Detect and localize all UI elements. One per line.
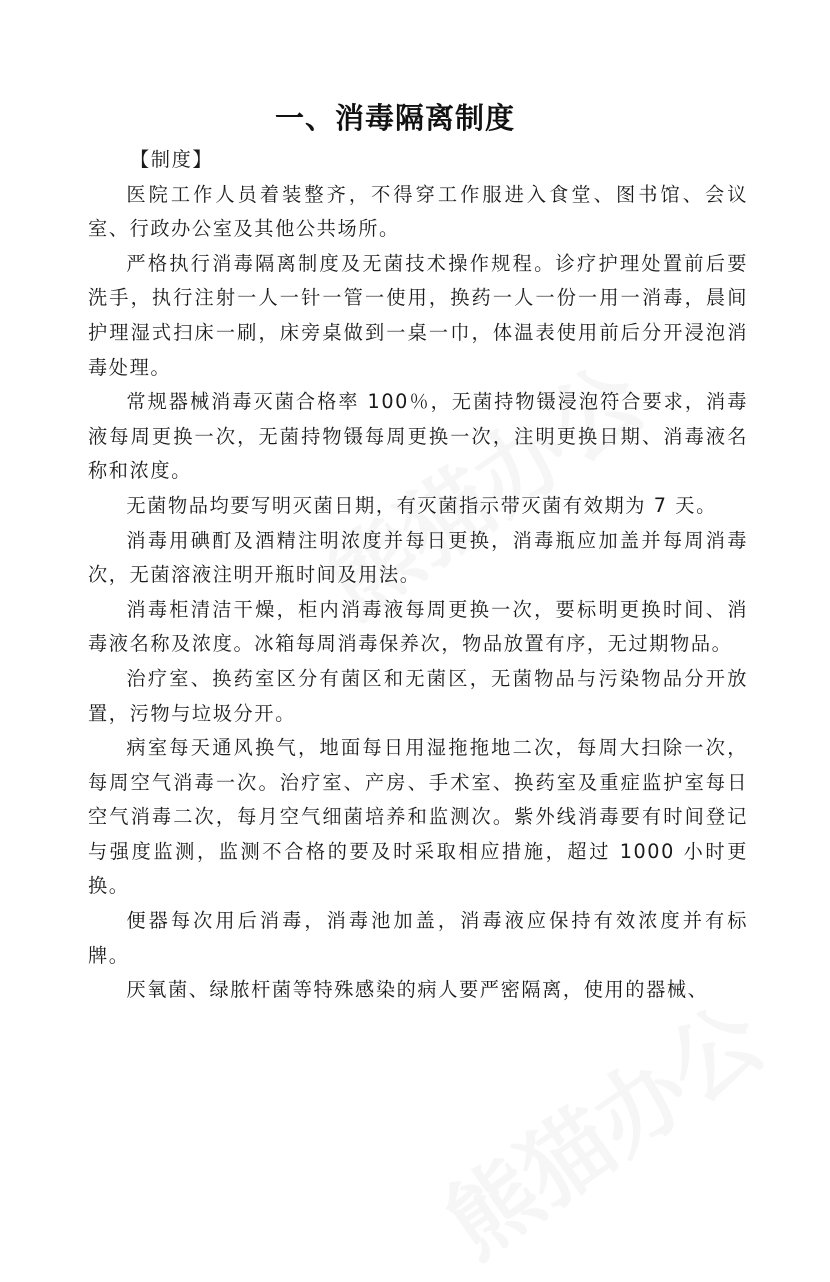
watermark	[415, 969, 784, 1282]
paragraph: 严格执行消毒隔离制度及无菌技术操作规程。诊疗护理处置前后要洗手，执行注射一人一针一管一使用，换药一人一份一用一消毒，晨间护理湿式扫床一刷，床旁桌做到一桌一巾，体温表使用前后分开浸泡消毒处理。	[88, 251, 748, 379]
document-body	[88, 143, 748, 1008]
paragraph: 厌氧菌、绿脓杆菌等特殊感染的病人要严密隔离，使用的器械、	[126, 978, 709, 1002]
paragraph: 医院工作人员着装整齐，不得穿工作服进入食堂、图书馆、会议室、行政办公室及其他公共场所。	[88, 182, 748, 241]
section-label: 【制度】	[130, 148, 214, 171]
paragraph: 消毒柜清洁干燥，柜内消毒液每周更换一次，要标明更换时间、消毒液名称及浓度。冰箱每周消毒保养次，物品放置有序，无过期物品。	[88, 597, 748, 656]
paragraph: 病室每天通风换气，地面每日用湿拖拖地二次，每周大扫除一次，每周空气消毒一次。治疗室、产房、手术室、换药室及重症监护室每日空气消毒二次，每月空气细菌培养和监测次。紫外线消毒要有时间登记与强度监测，监测不合格的要及时采取相应措施，超过 1000 小时更换。	[88, 736, 748, 898]
paragraph: 无菌物品均要写明灭菌日期，有灭菌指示带灭菌有效期为 7 天。	[126, 493, 717, 517]
paragraph: 常规器械消毒灭菌合格率 100％，无菌持物镊浸泡符合要求，消毒液每周更换一次，无菌持物镊每周更换一次，注明更换日期、消毒液名称和浓度。	[88, 390, 748, 483]
paragraph: 便器每次用后消毒，消毒池加盖，消毒液应保持有效浓度并有标牌。	[88, 909, 748, 967]
page-title: 一、消毒隔离制度	[274, 101, 515, 135]
paragraph: 治疗室、换药室区分有菌区和无菌区，无菌物品与污染物品分开放置，污物与垃圾分开。	[88, 666, 748, 725]
paragraph: 消毒用碘酊及酒精注明浓度并每日更换，消毒瓶应加盖并每周消毒次，无菌溶液注明开瓶时间及用法。	[88, 528, 748, 587]
